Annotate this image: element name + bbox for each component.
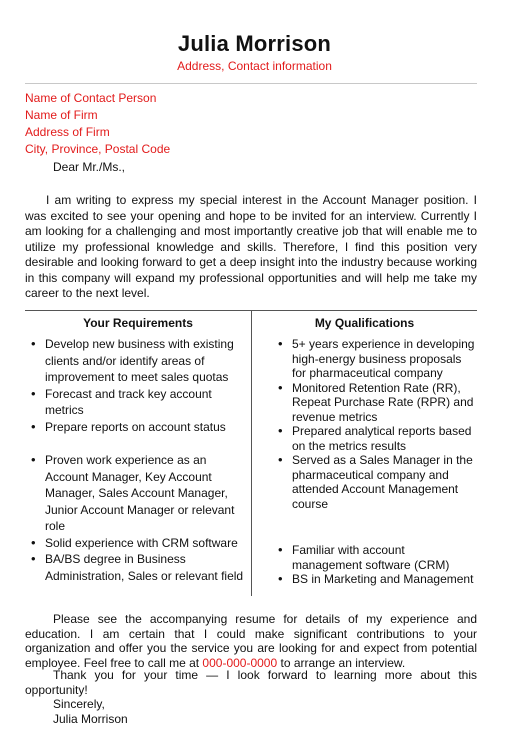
list-item: • Proven work experience as an Account Manager, Key Account Manager, Sales Account Manager, Junior Account Manager or relevant role	[27, 452, 249, 535]
list-item: • 5+ years experience in developing high-energy business proposals for pharmaceutical company	[274, 337, 478, 381]
resume-text-end: to arrange an interview.	[277, 655, 406, 670]
list-item: • BA/BS degree in Business Administration, Sales or relevant field	[27, 551, 249, 584]
table-column-divider	[251, 310, 252, 596]
header-divider	[25, 83, 477, 84]
list-item: • Monitored Retention Rate (RR), Repeat Purchase Rate (RPR) and revenue metrics	[274, 381, 478, 425]
contact-information: Address, Contact information	[177, 59, 332, 73]
contact-person-line: Name of Contact Person	[25, 91, 157, 105]
signature-name: Julia Morrison	[53, 712, 128, 726]
list-item: • Solid experience with CRM software	[27, 535, 249, 552]
applicant-name: Julia Morrison	[177, 31, 332, 56]
intro-paragraph: I am writing to express my special interest in the Account Manager position. I was excited to see your opening and hope to be invited for an interview. Currently I am looking for a challenging and most importantly creative job that will enable me to utilize my professional knowledge and skills. Therefore, I find this position very desirable and looking forward to get a deep insight into the industry because working in this company will expand my professional opportunities and will help me take my career to the next level.	[25, 193, 477, 300]
list-item: • Develop new business with existing clients and/or identify areas of improvement to meet sales quotas	[27, 336, 249, 386]
list-item: • BS in Marketing and Management	[274, 572, 478, 587]
requirements-heading: Your Requirements	[83, 316, 193, 330]
salutation: Dear Mr./Ms.,	[53, 160, 126, 174]
list-item: • Served as a Sales Manager in the pharmaceutical company and attended Account Management course	[274, 453, 478, 511]
firm-address-line: Address of Firm	[25, 125, 110, 139]
recipient-address-block	[25, 90, 170, 158]
qualifications-heading: My Qualifications	[314, 316, 415, 330]
closing-paragraph: Thank you for your time — I look forward to learning more about this opportunity!	[25, 668, 477, 697]
signoff: Sincerely,	[53, 697, 105, 711]
resume-paragraph	[25, 612, 477, 670]
phone-number: 000-000-0000	[202, 655, 278, 670]
qualifications-list	[274, 337, 478, 587]
list-item: • Familiar with account management software (CRM)	[274, 543, 478, 572]
firm-name-line: Name of Firm	[25, 108, 98, 122]
city-postal-line: City, Province, Postal Code	[25, 142, 171, 156]
list-item: • Prepared analytical reports based on the metrics results	[274, 424, 478, 453]
resume-text: Please see the accompanying resume for details of my experience and education. I am certain that I could make significant contributions to your organization and offer you the service you are looking for and expect from potential employee. Feel free to call me at	[25, 612, 477, 670]
requirements-list	[27, 336, 249, 584]
list-item: • Prepare reports on account status	[27, 419, 249, 436]
signature-block	[53, 697, 128, 727]
list-item: • Forecast and track key account metrics	[27, 386, 249, 419]
